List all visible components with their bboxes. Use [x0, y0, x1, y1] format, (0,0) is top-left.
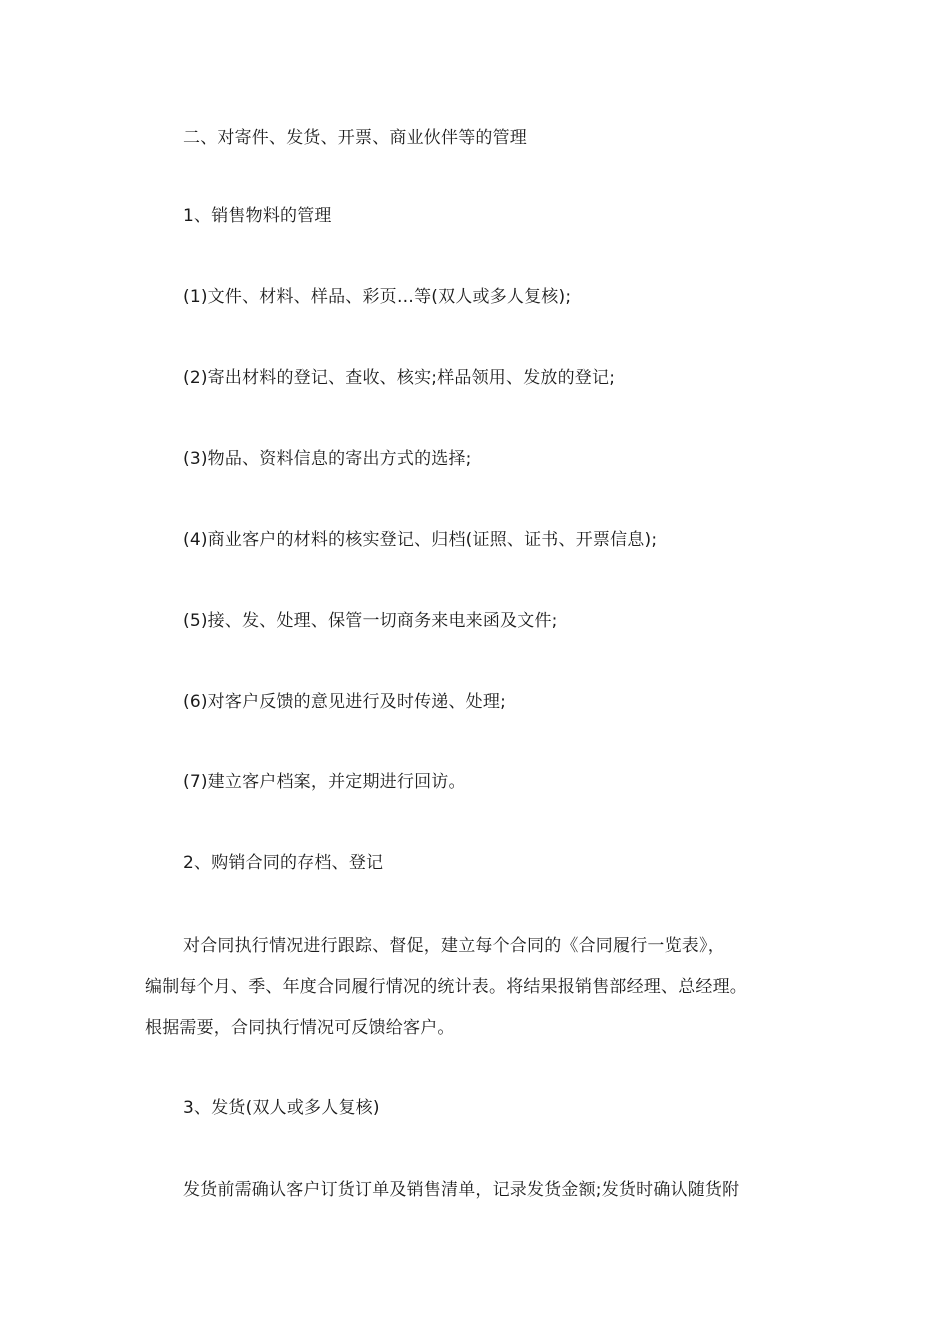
- paragraph-line: 发货前需确认客户订货订单及销售清单，记录发货金额;发货时确认随货附: [183, 1180, 740, 1200]
- list-item: (5)接、发、处理、保管一切商务来电来函及文件;: [183, 611, 558, 631]
- list-item: (6)对客户反馈的意见进行及时传递、处理;: [183, 692, 507, 712]
- subsection-heading-3: 3、发货(双人或多人复核): [183, 1098, 380, 1118]
- paragraph-line: 根据需要，合同执行情况可反馈给客户。: [145, 1018, 455, 1038]
- list-item: (2)寄出材料的登记、查收、核实;样品领用、发放的登记;: [183, 368, 616, 388]
- list-item: (7)建立客户档案，并定期进行回访。: [183, 772, 466, 792]
- list-item: (3)物品、资料信息的寄出方式的选择;: [183, 449, 472, 469]
- paragraph-line: 编制每个月、季、年度合同履行情况的统计表。将结果报销售部经理、总经理。: [145, 977, 747, 997]
- list-item: (4)商业客户的材料的核实登记、归档(证照、证书、开票信息);: [183, 530, 658, 550]
- subsection-heading-1: 1、销售物料的管理: [183, 206, 332, 226]
- list-item: (1)文件、材料、样品、彩页…等(双人或多人复核);: [183, 287, 572, 307]
- subsection-heading-2: 2、购销合同的存档、登记: [183, 853, 384, 873]
- paragraph-line: 对合同执行情况进行跟踪、督促，建立每个合同的《合同履行一览表》，: [183, 936, 725, 956]
- section-heading: 二、对寄件、发货、开票、商业伙伴等的管理: [183, 128, 527, 148]
